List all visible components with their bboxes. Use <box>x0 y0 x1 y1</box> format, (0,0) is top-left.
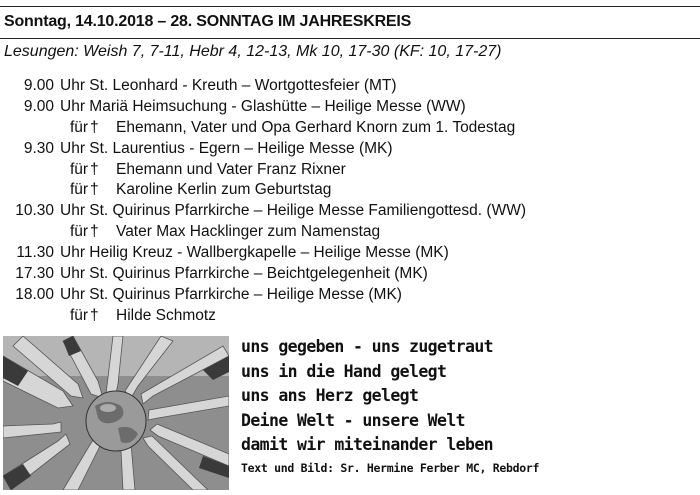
service-row <box>0 201 700 222</box>
intention-text: Ehemann, Vater und Opa Gerhard Knorn zum 1. Todestag <box>116 118 516 136</box>
service-description: Uhr St. Quirinus Pfarrkirche – Heilige Messe Familiengottesd. (WW) <box>60 202 526 220</box>
poem-line: damit wir miteinander leben <box>241 435 494 455</box>
top-rule <box>0 6 700 7</box>
service-time: 9.00 <box>23 97 54 115</box>
service-description: Uhr Mariä Heimsuchung - Glashütte – Heilige Messe (WW) <box>60 97 466 115</box>
cross-symbol: † <box>90 118 99 136</box>
poem-line: uns gegeben - uns zugetraut <box>241 337 494 356</box>
cross-symbol: † <box>90 160 99 178</box>
intention-for: für <box>70 118 89 136</box>
intention-row <box>0 180 700 201</box>
title-rule <box>0 38 700 39</box>
cross-symbol: † <box>90 306 99 324</box>
service-time: 11.30 <box>16 244 54 262</box>
intention-text: Vater Max Hacklinger zum Namenstag <box>116 223 381 241</box>
poem-credit: Text und Bild: Sr. Hermine Ferber MC, Rebdorf <box>241 460 540 475</box>
cross-symbol: † <box>90 223 99 241</box>
intention-text: Karoline Kerlin zum Geburtstag <box>116 181 332 199</box>
intention-row <box>0 306 700 327</box>
service-time: 10.30 <box>15 202 54 220</box>
service-time: 17.30 <box>15 265 54 283</box>
readings-line: Lesungen: Weish 7, 7-11, Hebr 4, 12-13, Mk 10, 17-30 (KF: 10, 17-27) <box>4 43 502 60</box>
poem-block <box>241 335 539 476</box>
service-description: Uhr St. Quirinus Pfarrkirche – Heilige Messe (MK) <box>60 285 402 303</box>
intention-row <box>0 222 700 243</box>
service-row <box>0 76 700 97</box>
intention-for: für <box>70 181 89 199</box>
intention-for: für <box>70 160 89 178</box>
service-time: 18.00 <box>15 285 54 303</box>
intention-for: für <box>70 223 89 241</box>
service-row <box>0 97 700 118</box>
poem-line: uns ans Herz gelegt <box>241 386 419 406</box>
intention-text: Ehemann und Vater Franz Rixner <box>116 160 346 178</box>
intention-text: Hilde Schmotz <box>116 306 216 324</box>
service-description: Uhr St. Laurentius - Egern – Heilige Messe (MK) <box>60 139 393 157</box>
poem-line: Deine Welt - unsere Welt <box>241 410 466 430</box>
intention-row <box>0 160 700 181</box>
service-time: 9.30 <box>23 139 54 157</box>
service-description: Uhr St. Quirinus Pfarrkirche – Beichtgelegenheit (MK) <box>60 265 428 283</box>
intention-for: für <box>70 306 89 324</box>
page-title: Sonntag, 14.10.2018 – 28. SONNTAG IM JAHRESKREIS <box>4 13 412 30</box>
service-description: Uhr St. Leonhard - Kreuth – Wortgottesfeier (MT) <box>60 77 397 94</box>
service-row <box>0 139 700 160</box>
service-row <box>0 243 700 264</box>
service-row <box>0 285 700 306</box>
service-list <box>0 76 700 327</box>
service-description: Uhr Heilig Kreuz - Wallbergkapelle – Heilige Messe (MK) <box>60 244 449 262</box>
hands-globe-photo <box>3 336 229 490</box>
poem-line: uns in die Hand gelegt <box>241 361 447 381</box>
service-row <box>0 264 700 285</box>
service-time: 9.00 <box>23 77 54 94</box>
intention-row <box>0 118 700 139</box>
cross-symbol: † <box>90 181 99 199</box>
